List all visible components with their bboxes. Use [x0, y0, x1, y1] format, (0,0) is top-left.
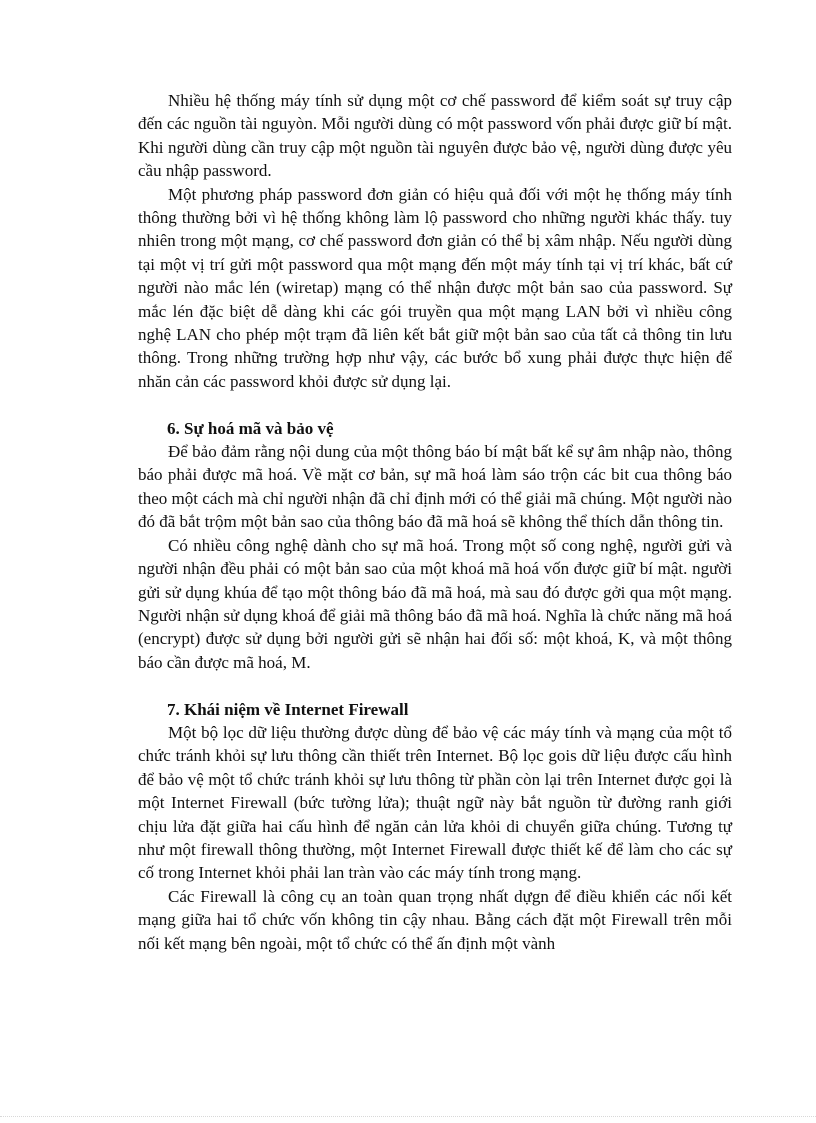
- paragraph-spacer: [138, 674, 732, 697]
- paragraph-spacer: [138, 393, 732, 416]
- paragraph-encryption-purpose: Để bảo đảm rằng nội dung của một thông báo bí mật bất kể sự âm nhập nào, thông báo phải được mã hoá. Về mặt cơ bản, sự mã hoá làm sáo trộn các bit cua thông báo theo một cách mà chỉ người nhận đã chỉ định mới có thể giải mã chúng. Một người nào đó đã bắt trộm một bản sao của thông báo đã mã hoá sẽ không thể thích dẫn thông tin.: [138, 442, 732, 532]
- paragraph-firewall-definition: Một bộ lọc dữ liệu thường được dùng để bảo vệ các máy tính và mạng của một tổ chức tránh khỏi sự lưu thông cần thiết trên Internet. Bộ lọc gois dữ liệu được cấu hình để bảo vệ một tổ chức tránh khỏi sự lưu thông từ phần còn lại trên Internet được gọi là một Internet Firewall (bức tường lửa); thuật ngữ này bắt nguồn từ đường ranh giới chịu lửa đặt giữa hai cấu hình để ngăn cản lửa khỏi di chuyển giữa chúng. Tương tự như một firewall thông thường, một Internet Firewall được thiết kế để làm cho các sự cố trong Internet khỏi phải lan tràn vào các máy tính trong mạng.: [138, 722, 732, 883]
- paragraph-password-intro: Nhiều hệ thống máy tính sử dụng một cơ chế password để kiểm soát sự truy cập đến các nguồn tài nguyòn. Mỗi người dùng có một password vốn phải được giữ bí mật. Khi người dùng cần truy cập một nguồn tài nguyên được bảo vệ, người dùng được yêu cầu nhập password.: [138, 91, 732, 181]
- paragraph-encryption-keys: Có nhiều công nghệ dành cho sự mã hoá. Trong một số cong nghệ, người gửi và người nhận đều phải có một bản sao của một khoá mã hoá vốn được giữ bí mật. người gửi sử dụng khúa để tạo một thông báo đã mã hoá, mà sau đó được gởi qua một mạng. Người nhận sử dụng khoá để giải mã thông báo đã mã hoá. Nghĩa là chức năng mã hoá (encrypt) được sử dụng bởi người gửi sẽ nhận hai đối số: một khoá, K, và một thông báo cần được mã hoá, M.: [138, 535, 732, 672]
- page-bottom-border: [0, 1116, 816, 1117]
- paragraph-password-network: Một phương pháp password đơn giản có hiệu quả đối với một hẹ thống máy tính thông thường bởi vì hệ thống không làm lộ password cho những người khác thấy. tuy nhiên trong một mạng, cơ chế password đơn giản có thể bị xâm nhập. Nếu người dùng tại một vị trí gửi một password qua một mạng đến một máy tính tại vị trí khác, bất cứ người nào mắc lén (wiretap) mạng có thể nhận được một bản sao của password. Sự mắc lén đặc biệt dễ dàng khi các gói truyền qua một mạng LAN bởi vì nhiều công nghệ LAN cho phép một trạm đã liên kết bắt giữ một bản sao của tất cả thông tin lưu thông. Trong những trường hợp như vậy, các bước bổ xung phải được thực hiện để nhăn cản các password khỏi được sử dụng lại.: [138, 184, 732, 391]
- paragraph-firewall-role: Các Firewall là công cụ an toàn quan trọng nhất dựgn để điều khiển các nối kết mạng giữa hai tổ chức vốn không tin cậy nhau. Bằng cách đặt một Firewall trên mỗi nối kết mạng bên ngoài, một tổ chức có thể ấn định một vành: [138, 886, 732, 953]
- document-body: [138, 89, 732, 955]
- heading-firewall: 7. Khái niệm về Internet Firewall: [167, 699, 409, 719]
- heading-encryption: 6. Sự hoá mã và bảo vệ: [167, 418, 334, 438]
